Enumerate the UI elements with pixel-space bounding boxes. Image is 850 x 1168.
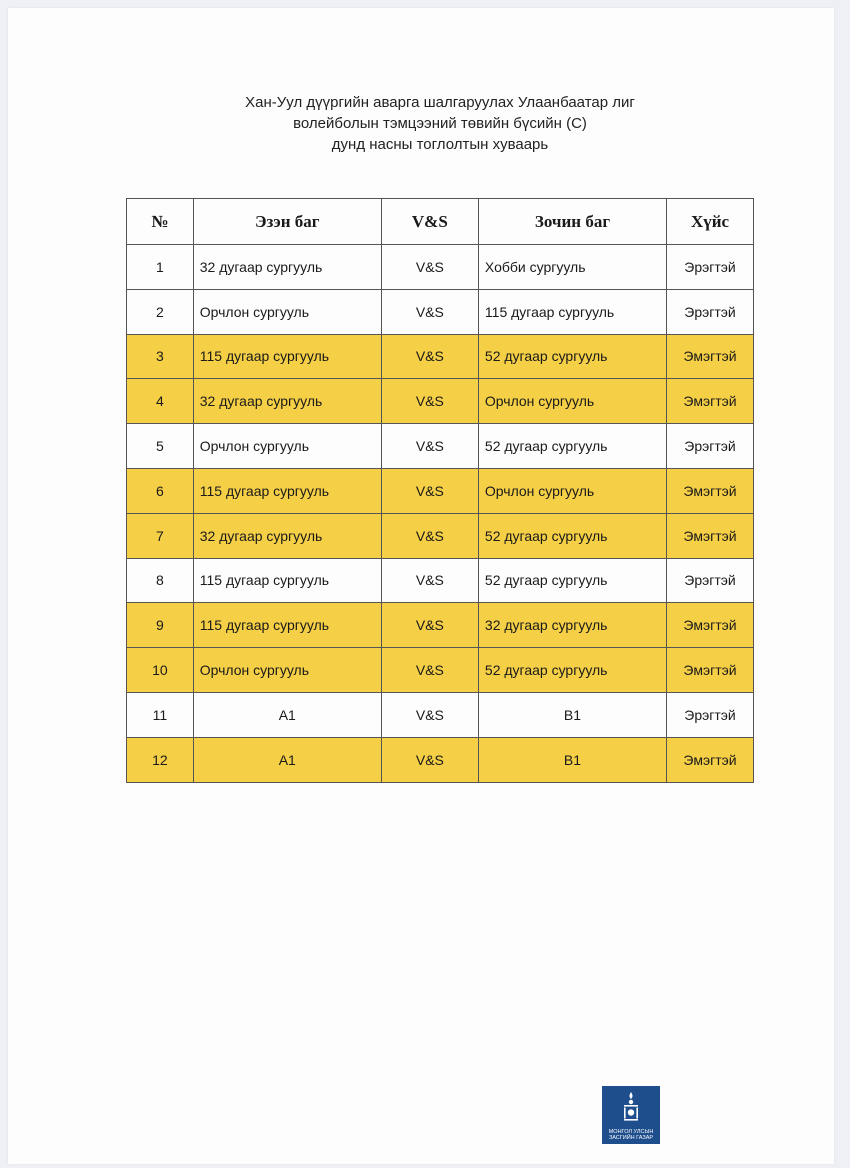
table-row — [127, 603, 754, 648]
cell-away-team: 52 дугаар сургууль — [478, 424, 666, 469]
cell-no: 4 — [127, 379, 194, 424]
header-home-team: Эзэн баг — [193, 199, 381, 245]
table-row — [127, 558, 754, 603]
table-row — [127, 245, 754, 290]
cell-vs: V&S — [381, 245, 478, 290]
cell-away-team: Хобби сургууль — [478, 245, 666, 290]
cell-away-team: B1 — [478, 737, 666, 782]
cell-gender: Эмэгтэй — [667, 379, 754, 424]
cell-home-team: Орчлон сургууль — [193, 289, 381, 334]
cell-no: 2 — [127, 289, 194, 334]
header-no: № — [127, 199, 194, 245]
cell-home-team: 32 дугаар сургууль — [193, 379, 381, 424]
cell-gender: Эмэгтэй — [667, 334, 754, 379]
cell-vs: V&S — [381, 513, 478, 558]
table-row — [127, 334, 754, 379]
cell-no: 5 — [127, 424, 194, 469]
cell-gender: Эрэгтэй — [667, 245, 754, 290]
cell-home-team: 115 дугаар сургууль — [193, 334, 381, 379]
cell-home-team: 32 дугаар сургууль — [193, 245, 381, 290]
cell-gender: Эмэгтэй — [667, 603, 754, 648]
cell-vs: V&S — [381, 603, 478, 648]
cell-home-team: 115 дугаар сургууль — [193, 603, 381, 648]
cell-home-team: Орчлон сургууль — [193, 648, 381, 693]
cell-away-team: 52 дугаар сургууль — [478, 513, 666, 558]
cell-vs: V&S — [381, 468, 478, 513]
table-row — [127, 692, 754, 737]
cell-gender: Эмэгтэй — [667, 648, 754, 693]
cell-vs: V&S — [381, 558, 478, 603]
header-gender: Хүйс — [667, 199, 754, 245]
cell-gender: Эрэгтэй — [667, 692, 754, 737]
cell-home-team: 115 дугаар сургууль — [193, 558, 381, 603]
cell-home-team: 115 дугаар сургууль — [193, 468, 381, 513]
schedule-table — [126, 198, 754, 783]
cell-vs: V&S — [381, 648, 478, 693]
cell-home-team: 32 дугаар сургууль — [193, 513, 381, 558]
cell-gender: Эрэгтэй — [667, 558, 754, 603]
cell-gender: Эмэгтэй — [667, 513, 754, 558]
logo-text-line-2: ЗАСГИЙН ГАЗАР — [608, 1135, 654, 1141]
cell-home-team: Орчлон сургууль — [193, 424, 381, 469]
title-line-1: Хан-Уул дүүргийн аварга шалгаруулах Улаанбаатар лиг — [245, 94, 635, 111]
logo-text-line-1: МОНГОЛ УЛСЫН — [608, 1129, 654, 1135]
table-row — [127, 513, 754, 558]
cell-away-team: Орчлон сургууль — [478, 379, 666, 424]
cell-home-team: A1 — [193, 737, 381, 782]
document-page — [8, 8, 834, 1164]
cell-no: 10 — [127, 648, 194, 693]
cell-vs: V&S — [381, 289, 478, 334]
cell-away-team: 52 дугаар сургууль — [478, 334, 666, 379]
cell-vs: V&S — [381, 737, 478, 782]
table-header-row — [127, 199, 754, 245]
cell-no: 12 — [127, 737, 194, 782]
table-row — [127, 737, 754, 782]
cell-vs: V&S — [381, 692, 478, 737]
cell-no: 3 — [127, 334, 194, 379]
cell-gender: Эрэгтэй — [667, 424, 754, 469]
cell-vs: V&S — [381, 379, 478, 424]
cell-vs: V&S — [381, 334, 478, 379]
table-row — [127, 289, 754, 334]
cell-away-team: 32 дугаар сургууль — [478, 603, 666, 648]
table-row — [127, 379, 754, 424]
cell-vs: V&S — [381, 424, 478, 469]
cell-away-team: 115 дугаар сургууль — [478, 289, 666, 334]
cell-gender: Эрэгтэй — [667, 289, 754, 334]
cell-home-team: A1 — [193, 692, 381, 737]
cell-away-team: Орчлон сургууль — [478, 468, 666, 513]
cell-gender: Эмэгтэй — [667, 468, 754, 513]
cell-away-team: 52 дугаар сургууль — [478, 648, 666, 693]
cell-away-team: B1 — [478, 692, 666, 737]
cell-gender: Эмэгтэй — [667, 737, 754, 782]
cell-no: 9 — [127, 603, 194, 648]
cell-no: 11 — [127, 692, 194, 737]
cell-no: 7 — [127, 513, 194, 558]
document-title — [128, 92, 752, 155]
header-vs: V&S — [381, 199, 478, 245]
cell-no: 1 — [127, 245, 194, 290]
title-line-3: дунд насны тоглолтын хуваарь — [331, 136, 549, 153]
cell-no: 8 — [127, 558, 194, 603]
soyombo-emblem-icon — [621, 1091, 641, 1121]
cell-no: 6 — [127, 468, 194, 513]
table-row — [127, 648, 754, 693]
cell-away-team: 52 дугаар сургууль — [478, 558, 666, 603]
title-line-2: волейболын тэмцээний төвийн бүсийн (С) — [293, 115, 587, 132]
table-row — [127, 424, 754, 469]
table-row — [127, 468, 754, 513]
government-logo — [602, 1086, 660, 1144]
header-away-team: Зочин баг — [478, 199, 666, 245]
